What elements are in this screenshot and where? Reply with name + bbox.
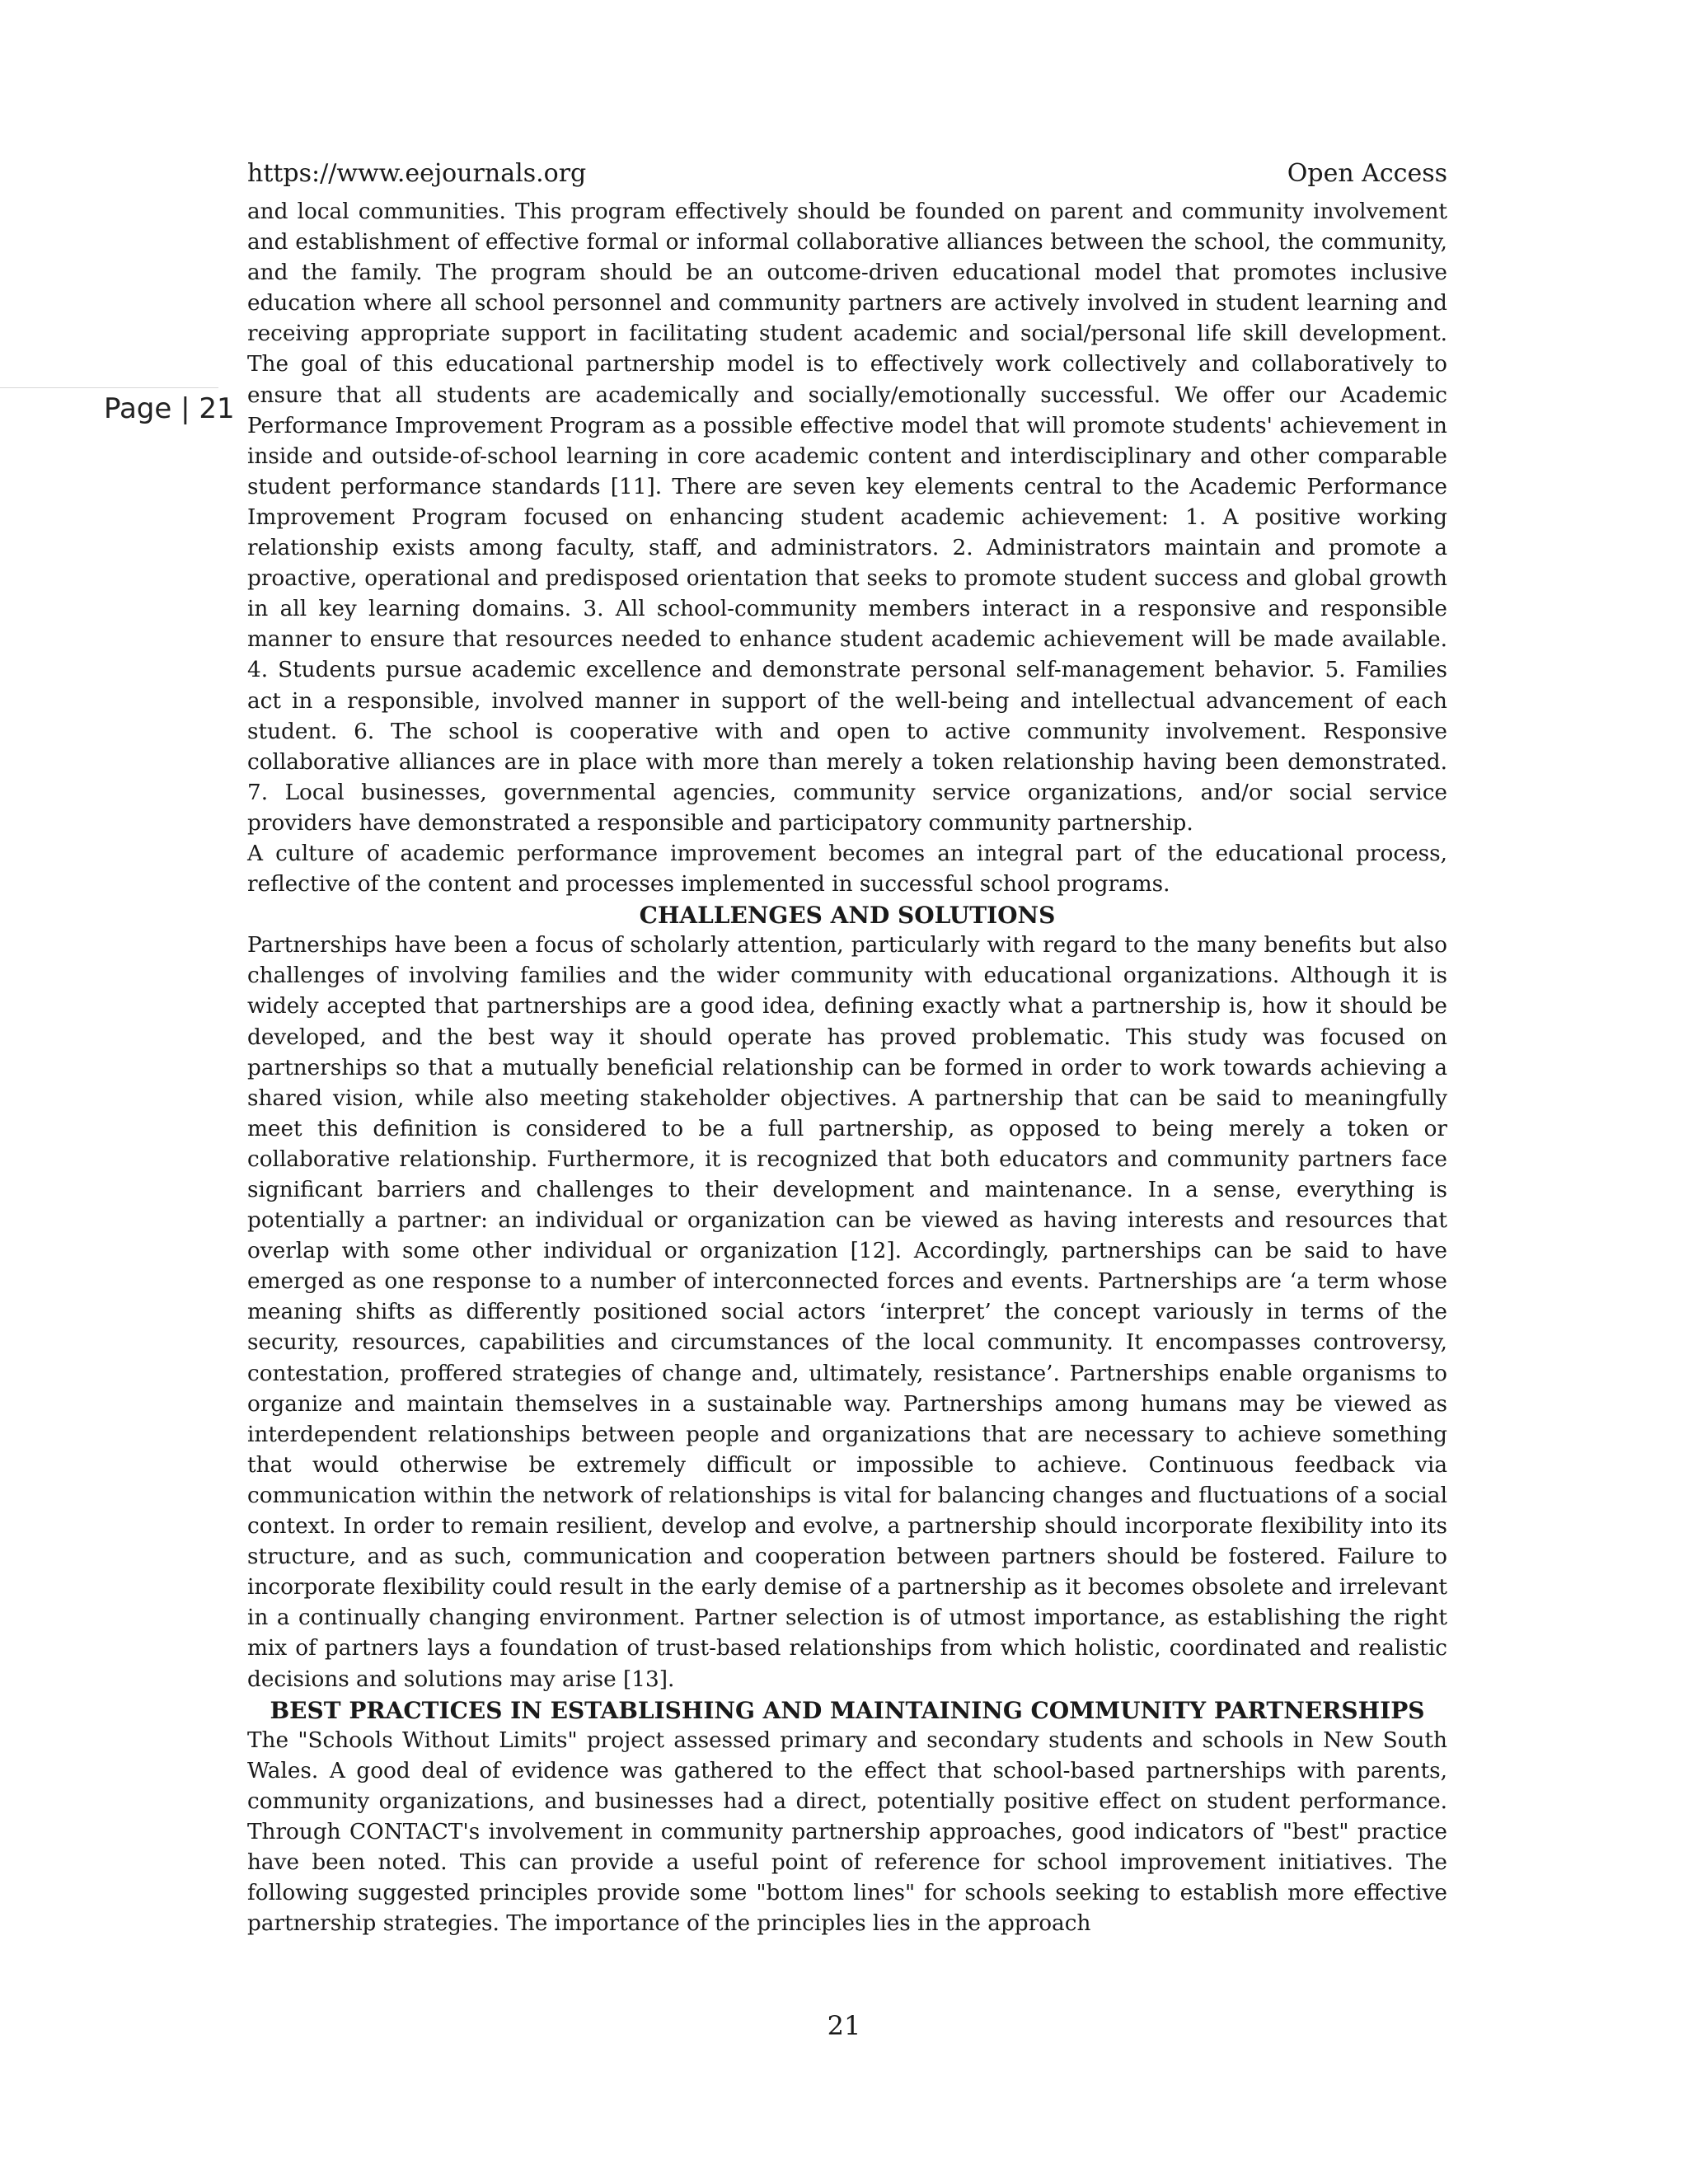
margin-divider (0, 387, 218, 388)
body-paragraph: and local communities. This program effectively should be founded on parent and community involvement and establishment of effective formal or informal collaborative alliances between the school, the community, and the family. The program should be an outcome-driven educational model that promotes inclusive education where all school personnel and community partners are actively involved in student learning and receiving appropriate support in facilitating student academic and social/personal life skill development. The goal of this educational partnership model is to effectively work collectively and collaboratively to ensure that all students are academically and socially/emotionally successful. We offer our Academic Performance Improvement Program as a possible effective model that will promote students' achievement in inside and outside-of-school learning in core academic content and interdisciplinary and other comparable student performance standards [11]. There are seven key elements central to the Academic Performance Improvement Program focused on enhancing student academic achievement: 1. A positive working relationship exists among faculty, staff, and administrators. 2. Administrators maintain and promote a proactive, operational and predisposed orientation that seeks to promote student success and global growth in all key learning domains. 3. All school-community members interact in a responsive and responsible manner to ensure that resources needed to enhance student academic achievement will be made available. 4. Students pursue academic excellence and demonstrate personal self-management behavior. 5. Families act in a responsible, involved manner in support of the well-being and intellectual advancement of each student. 6. The school is cooperative with and open to active community involvement. Responsive collaborative alliances are in place with more than merely a token relationship having been demonstrated. 7. Local businesses, governmental agencies, community service organizations, and/or social service providers have demonstrated a responsible and participatory community partnership. (247, 199, 1447, 836)
section-heading-challenges: CHALLENGES AND SOLUTIONS (639, 902, 1056, 930)
margin-page-label: Page | 21 (104, 392, 235, 425)
body-paragraph: Partnerships have been a focus of scholarly attention, particularly with regard to the many benefits but also challenges of involving families and the wider community with educational organizations. Although it is widely accepted that partnerships are a good idea, defining exactly what a partnership is, how it should be developed, and the best way it should operate has proved problematic. This study was focused on partnerships so that a mutually beneficial relationship can be formed in order to work towards achieving a shared vision, while also meeting stakeholder objectives. A partnership that can be said to meaningfully meet this definition is considered to be a full partnership, as opposed to being merely a token or collaborative relationship. Furthermore, it is recognized that both educators and community partners face significant barriers and challenges to their development and maintenance. In a sense, everything is potentially a partner: an individual or organization can be viewed as having interests and resources that overlap with some other individual or organization [12]. Accordingly, partnerships can be said to have emerged as one response to a number of interconnected forces and events. Partnerships are ‘a term whose meaning shifts as differently positioned social actors ‘interpret’ the concept variously in terms of the security, resources, capabilities and circumstances of the local community. It encompasses controversy, contestation, proffered strategies of change and, ultimately, resistance’. Partnerships enable organisms to organize and maintain themselves in a sustainable way. Partnerships among humans may be viewed as interdependent relationships between people and organizations that are necessary to achieve something that would otherwise be extremely difficult or impossible to achieve. Continuous feedback via communication within the network of relationships is vital for balancing changes and fluctuations of a social context. In order to remain resilient, develop and evolve, a partnership should incorporate flexibility into its structure, and as such, communication and cooperation between partners should be fostered. Failure to incorporate flexibility could result in the early demise of a partnership as it becomes obsolete and irrelevant in a continually changing environment. Partner selection is of utmost importance, as establishing the right mix of partners lays a foundation of trust-based relationships from which holistic, coordinated and realistic decisions and solutions may arise [13]. (247, 933, 1447, 1692)
page-number: 21 (827, 2010, 861, 2041)
running-header (247, 158, 1447, 190)
article-body (247, 197, 1447, 1939)
body-paragraph: A culture of academic performance improvement becomes an integral part of the educational process, reflective of the content and processes implemented in successful school programs. (247, 841, 1447, 898)
section-heading-best-practices: BEST PRACTICES IN ESTABLISHING AND MAINTAINING COMMUNITY PARTNERSHIPS (270, 1696, 1425, 1724)
access-label: Open Access (1287, 159, 1447, 188)
journal-url: https://www.eejournals.org (247, 159, 587, 188)
body-paragraph: The "Schools Without Limits" project assessed primary and secondary students and schools in New South Wales. A good deal of evidence was gathered to the effect that school-based partnerships with parents, community organizations, and businesses had a direct, potentially positive effect on student performance. Through CONTACT's involvement in community partnership approaches, good indicators of "best" practice have been noted. This can provide a useful point of reference for school improvement initiatives. The following suggested principles provide some "bottom lines" for schools seeking to establish more effective partnership strategies. The importance of the principles lies in the approach (247, 1727, 1447, 1937)
